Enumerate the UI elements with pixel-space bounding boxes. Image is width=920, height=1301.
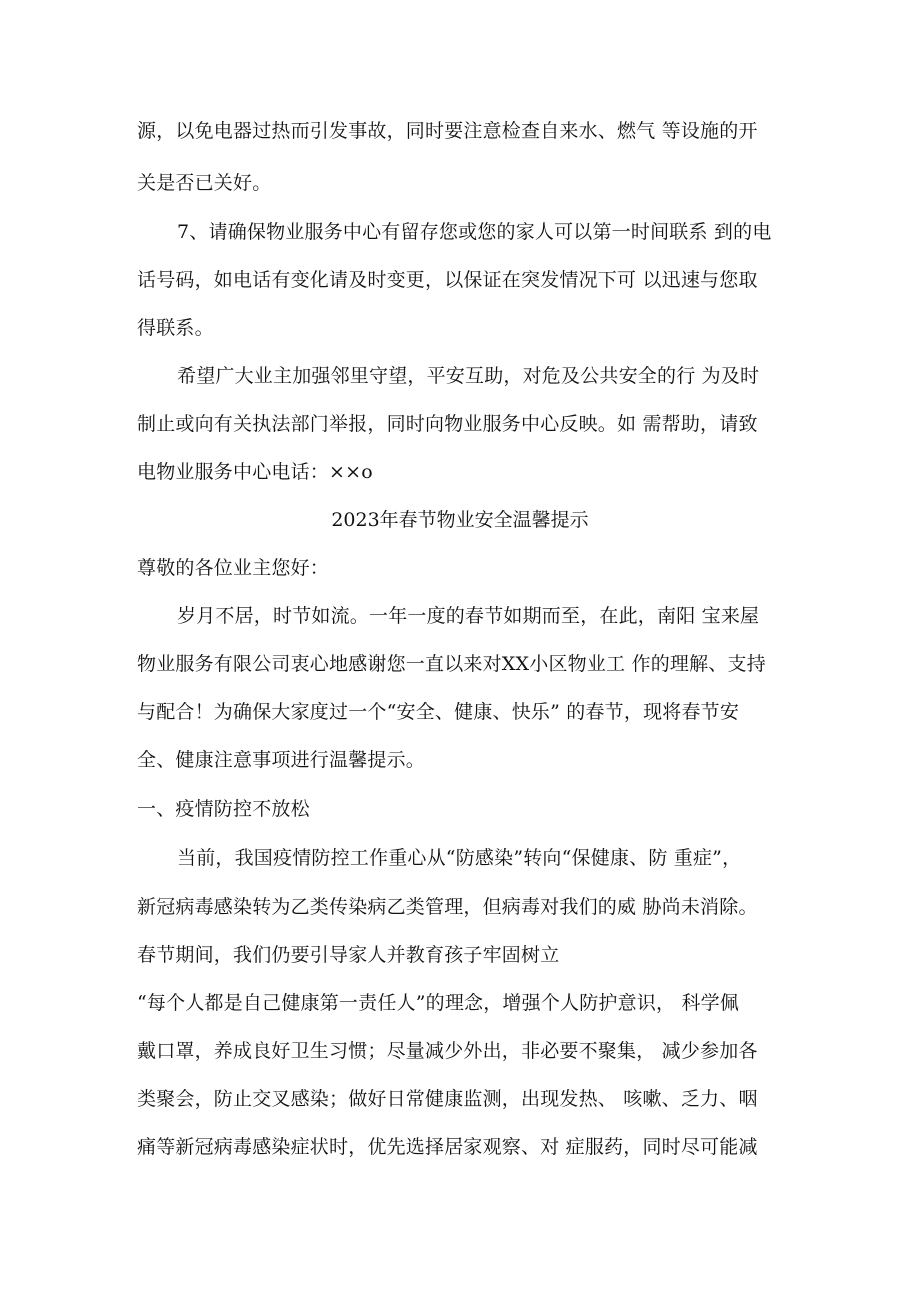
paragraph-line: 源，以免电器过热而引发事故，同时要注意检查自来水、燃气 等设施的开 (137, 120, 758, 142)
paragraph-line: 新冠病毒感染转为乙类传染病乙类管理，但病毒对我们的威 胁尚未消除。 (137, 896, 758, 918)
document-title: 2023年春节物业安全温馨提示 (331, 509, 589, 531)
paragraph-line: 电物业服务中心电话：××o (137, 461, 373, 483)
paragraph-line: 岁月不居，时节如流。一年一度的春节如期而至，在此，南阳 宝来屋 (177, 605, 760, 627)
paragraph-line: 7、请确保物业服务中心有留存您或您的家人可以第一时间联系 到的电 (177, 221, 772, 243)
paragraph-line: 希望广大业主加强邻里守望，平安互助，对危及公共安全的行 为及时 (177, 365, 760, 387)
paragraph-line: 全、健康注意事项进行温馨提示。 (137, 749, 426, 771)
paragraph-line: 物业服务有限公司衷心地感谢您一直以来对XX小区物业工 作的理解、支持 (137, 653, 766, 675)
salutation: 尊敬的各位业主您好： (137, 557, 330, 579)
paragraph-line: “每个人都是自己健康第一责任人”的理念，增强个人防护意识， 科学佩 (137, 992, 740, 1014)
paragraph-line: 春节期间，我们仍要引导家人并教育孩子牢固树立 (137, 944, 560, 966)
paragraph-line: 类聚会，防止交叉感染；做好日常健康监测，出现发热、 咳嗽、乏力、咽 (137, 1088, 758, 1110)
paragraph-line: 关是否已关好。 (137, 172, 272, 194)
paragraph-line: 得联系。 (137, 317, 214, 339)
paragraph-line: 当前，我国疫情防控工作重心从“防感染”转向“保健康、防 重症”， (177, 847, 742, 869)
paragraph-line: 话号码，如电话有变化请及时变更，以保证在突发情况下可 以迅速与您取 (137, 269, 758, 291)
paragraph-line: 痛等新冠病毒感染症状时，优先选择居家观察、对 症服药，同时尽可能减 (137, 1136, 758, 1158)
paragraph-line: 与配合！为确保大家度过一个“安全、健康、快乐” 的春节，现将春节安 (137, 701, 740, 723)
paragraph-line: 制止或向有关执法部门举报，同时向物业服务中心反映。如 需帮助，请致 (137, 413, 758, 435)
section-heading: 一、疫情防控不放松 (137, 798, 310, 820)
paragraph-line: 戴口罩，养成良好卫生习惯；尽量减少外出，非必要不聚集， 减少参加各 (137, 1040, 758, 1062)
